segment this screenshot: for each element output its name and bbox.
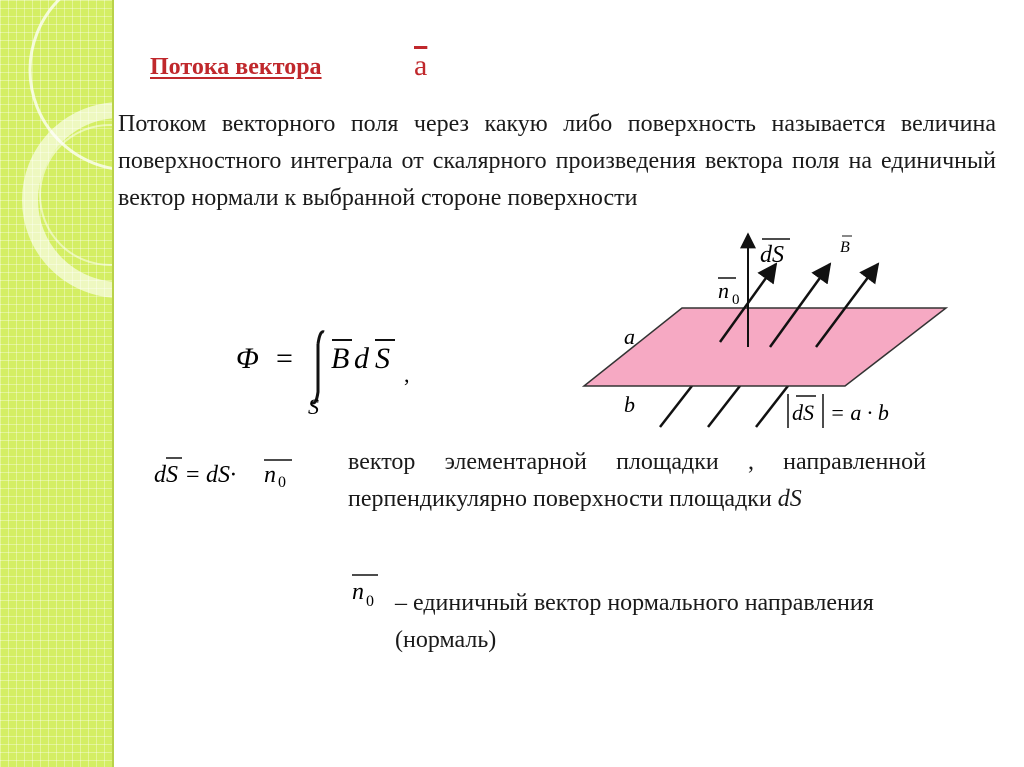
vector-description	[348, 444, 926, 518]
decorative-sidebar	[0, 0, 112, 767]
integral-lower-limit: S	[308, 394, 319, 419]
ds-vector-formula	[150, 440, 300, 495]
ds-n-sub: 0	[278, 474, 286, 491]
ds-equals: =	[186, 462, 200, 488]
ds-d: d	[154, 462, 166, 488]
definition-paragraph: Потоком векторного поля через какую либо поверхность называется величина поверхностного интеграла от скалярного произведения вектора поля на единичный вектор нормали к выбранной стороне поверхности	[118, 111, 996, 211]
label-side-a: a	[624, 324, 635, 349]
slide-title: Потока вектора	[150, 54, 322, 80]
surface-plane	[584, 308, 946, 386]
normal-unit-symbol	[344, 566, 390, 612]
field-line-lower-2	[708, 382, 743, 427]
area-formula-lhs: dS	[792, 400, 814, 425]
decorative-arcs	[0, 0, 112, 767]
integrand-B: B	[331, 342, 350, 375]
vector-description-symbol: dS	[777, 486, 802, 512]
label-n-sub: 0	[732, 292, 740, 308]
label-n: n	[718, 278, 729, 303]
ds-rhs: dS·	[206, 462, 236, 488]
ds-n: n	[264, 462, 276, 488]
normal-description: – единичный вектор нормального направления (нормаль)	[395, 590, 874, 653]
normal-symbol-n: n	[352, 579, 364, 605]
integrand-S: S	[375, 342, 390, 375]
flux-integral-formula	[232, 318, 432, 423]
equals-sign: =	[276, 342, 293, 375]
label-B: B	[840, 239, 850, 256]
formula-comma: ,	[404, 362, 410, 387]
flux-symbol: Φ	[236, 342, 259, 375]
title-vector-symbol: $\overline{a}$	[414, 49, 428, 82]
integral-sign	[312, 332, 324, 403]
normal-symbol-sub: 0	[366, 593, 374, 610]
area-formula-rhs: = a · b	[830, 400, 889, 425]
field-line-lower-1	[660, 382, 695, 427]
sidebar-border	[112, 0, 114, 767]
vector-description-main: вектор элементарной площадки , направленной перпендикулярно поверхности площадки	[348, 449, 926, 512]
ds-S: S	[166, 462, 178, 488]
field-line-lower-3	[756, 382, 791, 427]
integrand-d: d	[354, 342, 369, 375]
label-side-b: b	[624, 392, 635, 417]
label-dS: dS	[760, 242, 784, 268]
surface-flux-diagram	[580, 222, 960, 434]
